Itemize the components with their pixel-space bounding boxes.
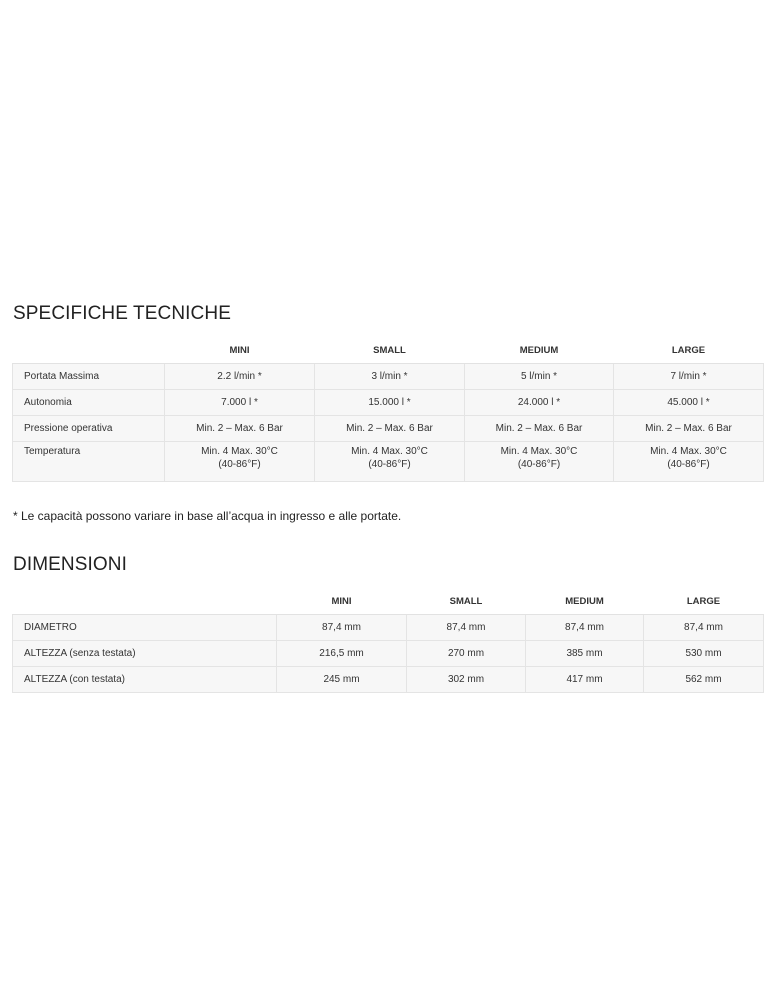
table-cell: 417 mm xyxy=(526,667,644,693)
dims-title: DIMENSIONI xyxy=(13,554,127,575)
temp-fahrenheit: (40-86°F) xyxy=(368,459,411,470)
temp-range: Min. 4 Max. 30°C xyxy=(201,446,278,457)
row-label: Temperatura xyxy=(13,442,165,482)
dims-header-small: SMALL xyxy=(407,589,526,615)
specs-header-small: SMALL xyxy=(315,338,465,364)
table-cell: 5 l/min * xyxy=(465,364,614,390)
table-cell: 45.000 l * xyxy=(614,390,764,416)
table-row xyxy=(13,615,764,641)
specs-header-medium: MEDIUM xyxy=(465,338,614,364)
table-row xyxy=(13,416,764,442)
table-row xyxy=(13,364,764,390)
table-cell: 385 mm xyxy=(526,641,644,667)
table-cell: 15.000 l * xyxy=(315,390,465,416)
row-label: ALTEZZA (con testata) xyxy=(13,667,277,693)
table-cell: Min. 2 – Max. 6 Bar xyxy=(165,416,315,442)
table-cell: 7.000 l * xyxy=(165,390,315,416)
specs-header-mini: MINI xyxy=(165,338,315,364)
table-cell xyxy=(614,442,764,482)
specs-table xyxy=(12,338,764,482)
table-cell: 87,4 mm xyxy=(526,615,644,641)
specs-header-large: LARGE xyxy=(614,338,764,364)
table-cell: 24.000 l * xyxy=(465,390,614,416)
dims-header-empty xyxy=(13,589,277,615)
temp-fahrenheit: (40-86°F) xyxy=(218,459,261,470)
specs-title: SPECIFICHE TECNICHE xyxy=(13,303,231,324)
table-cell: Min. 2 – Max. 6 Bar xyxy=(614,416,764,442)
row-label: ALTEZZA (senza testata) xyxy=(13,641,277,667)
specs-header-empty xyxy=(13,338,165,364)
temp-range: Min. 4 Max. 30°C xyxy=(650,446,727,457)
table-cell: 2.2 l/min * xyxy=(165,364,315,390)
row-label: Portata Massima xyxy=(13,364,165,390)
table-cell: 87,4 mm xyxy=(407,615,526,641)
dims-header-large: LARGE xyxy=(644,589,764,615)
table-cell: 530 mm xyxy=(644,641,764,667)
capacity-footnote: * Le capacità possono variare in base all’acqua in ingresso e alle portate. xyxy=(13,509,402,523)
table-row xyxy=(13,667,764,693)
temp-fahrenheit: (40-86°F) xyxy=(667,459,710,470)
table-cell xyxy=(465,442,614,482)
temp-range: Min. 4 Max. 30°C xyxy=(500,446,578,457)
row-label: DIAMETRO xyxy=(13,615,277,641)
table-cell: 270 mm xyxy=(407,641,526,667)
temp-range: Min. 4 Max. 30°C xyxy=(351,446,428,457)
dims-header-mini: MINI xyxy=(277,589,407,615)
table-cell: Min. 2 – Max. 6 Bar xyxy=(315,416,465,442)
table-row xyxy=(13,442,764,482)
table-cell: 7 l/min * xyxy=(614,364,764,390)
table-cell: 245 mm xyxy=(277,667,407,693)
table-cell: Min. 2 – Max. 6 Bar xyxy=(465,416,614,442)
table-cell xyxy=(315,442,465,482)
temp-fahrenheit: (40-86°F) xyxy=(517,459,561,470)
dims-table xyxy=(12,589,764,693)
dims-header-row xyxy=(13,589,764,615)
table-cell: 87,4 mm xyxy=(277,615,407,641)
row-label: Pressione operativa xyxy=(13,416,165,442)
table-cell: 216,5 mm xyxy=(277,641,407,667)
dims-header-medium: MEDIUM xyxy=(526,589,644,615)
table-row xyxy=(13,390,764,416)
table-row xyxy=(13,641,764,667)
specs-header-row xyxy=(13,338,764,364)
table-cell: 87,4 mm xyxy=(644,615,764,641)
table-cell: 302 mm xyxy=(407,667,526,693)
table-cell xyxy=(165,442,315,482)
table-cell: 3 l/min * xyxy=(315,364,465,390)
table-cell: 562 mm xyxy=(644,667,764,693)
row-label: Autonomia xyxy=(13,390,165,416)
